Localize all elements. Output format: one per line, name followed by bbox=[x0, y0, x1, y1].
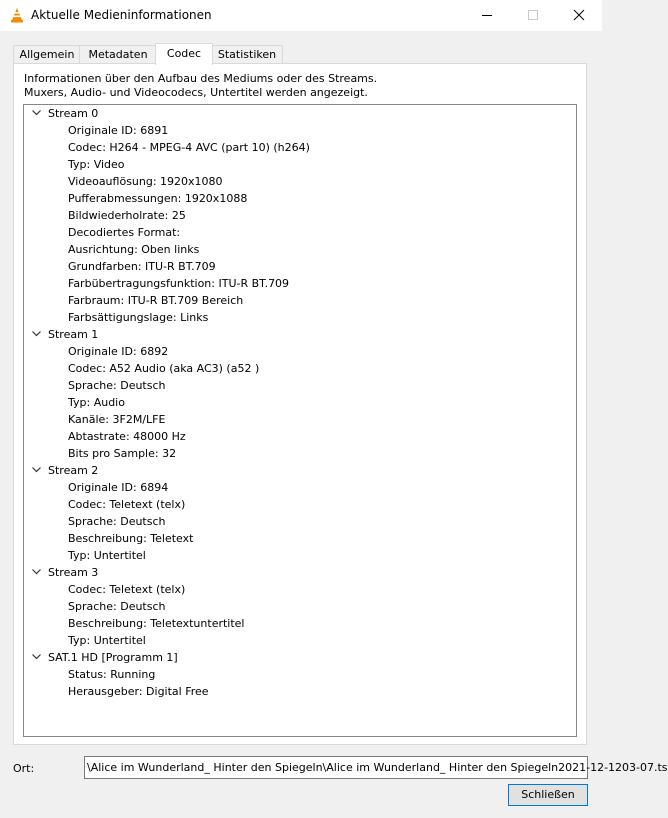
tree-property-item[interactable]: Status: Running bbox=[68, 668, 156, 681]
chevron-down-icon[interactable] bbox=[32, 569, 41, 575]
chevron-down-icon[interactable] bbox=[32, 654, 41, 660]
title-bar bbox=[0, 0, 602, 31]
codec-tree-view[interactable] bbox=[23, 104, 577, 737]
tree-property-item[interactable]: Herausgeber: Digital Free bbox=[68, 685, 209, 698]
maximize-icon bbox=[528, 10, 538, 20]
tab-statistiken[interactable]: Statistiken bbox=[211, 45, 283, 64]
minimize-button[interactable] bbox=[464, 0, 510, 31]
tree-property-item[interactable]: Codec: Teletext (telx) bbox=[68, 583, 186, 596]
tree-property-item[interactable]: Bildwiederholrate: 25 bbox=[68, 209, 186, 222]
window-title: Aktuelle Medieninformationen bbox=[31, 8, 212, 22]
tree-property-item[interactable]: Abtastrate: 48000 Hz bbox=[68, 430, 186, 443]
tab-codec[interactable]: Codec bbox=[155, 43, 213, 65]
tree-property-item[interactable]: Ausrichtung: Oben links bbox=[68, 243, 200, 256]
tab-allgemein[interactable]: Allgemein bbox=[13, 45, 81, 64]
chevron-down-icon[interactable] bbox=[32, 331, 41, 337]
tree-property-item[interactable]: Videoauflösung: 1920x1080 bbox=[68, 175, 223, 188]
tree-property-item[interactable]: Farbraum: ITU-R BT.709 Bereich bbox=[68, 294, 244, 307]
chevron-down-icon[interactable] bbox=[32, 110, 41, 116]
tree-stream-item[interactable] bbox=[24, 564, 576, 581]
tree-property-item[interactable]: Decodiertes Format: bbox=[68, 226, 181, 239]
tree-stream-item[interactable] bbox=[24, 649, 576, 666]
tree-property-item[interactable]: Farbsättigungslage: Links bbox=[68, 311, 209, 324]
close-button-label: Schließen bbox=[521, 788, 575, 801]
tree-property-item[interactable]: Pufferabmessungen: 1920x1088 bbox=[68, 192, 248, 205]
tree-property-item[interactable]: Sprache: Deutsch bbox=[68, 379, 166, 392]
tree-property-item[interactable]: Beschreibung: Teletext bbox=[68, 532, 194, 545]
tree-stream-item[interactable] bbox=[24, 105, 576, 122]
location-label: Ort: bbox=[13, 762, 35, 775]
tree-property-item[interactable]: Codec: Teletext (telx) bbox=[68, 498, 186, 511]
tree-property-item[interactable]: Bits pro Sample: 32 bbox=[68, 447, 177, 460]
tab-metadaten[interactable]: Metadaten bbox=[79, 45, 157, 64]
tree-property-item[interactable]: Originale ID: 6891 bbox=[68, 124, 169, 137]
tree-property-item[interactable]: Grundfarben: ITU-R BT.709 bbox=[68, 260, 216, 273]
tree-property-item[interactable]: Typ: Audio bbox=[68, 396, 125, 409]
codec-panel bbox=[13, 63, 587, 745]
tree-property-item[interactable]: Codec: H264 - MPEG-4 AVC (part 10) (h264) bbox=[68, 141, 310, 154]
tree-property-item[interactable]: Typ: Video bbox=[68, 158, 125, 171]
chevron-down-icon[interactable] bbox=[32, 467, 41, 473]
tree-stream-item[interactable] bbox=[24, 462, 576, 479]
minimize-icon bbox=[482, 10, 492, 20]
tree-stream-label: Stream 2 bbox=[48, 464, 99, 477]
tree-property-item[interactable]: Beschreibung: Teletextuntertitel bbox=[68, 617, 245, 630]
tree-stream-label: Stream 0 bbox=[48, 107, 99, 120]
tree-property-item[interactable]: Typ: Untertitel bbox=[68, 634, 146, 647]
tree-property-item[interactable]: Originale ID: 6892 bbox=[68, 345, 169, 358]
tree-property-item[interactable]: Sprache: Deutsch bbox=[68, 515, 166, 528]
close-icon bbox=[574, 10, 584, 20]
vlc-cone-icon bbox=[9, 7, 25, 23]
tree-property-item[interactable]: Farbübertragungsfunktion: ITU-R BT.709 bbox=[68, 277, 290, 290]
tree-property-item[interactable]: Kanäle: 3F2M/LFE bbox=[68, 413, 166, 426]
tree-property-item[interactable]: Originale ID: 6894 bbox=[68, 481, 169, 494]
codec-description: Informationen über den Aufbau des Mediums oder des Streams. Muxers, Audio- und Videocodecs, Untertitel werden angezeigt. bbox=[24, 72, 378, 99]
close-button[interactable] bbox=[508, 784, 588, 806]
tree-property-item[interactable]: Codec: A52 Audio (aka AC3) (a52 ) bbox=[68, 362, 260, 375]
close-window-button[interactable] bbox=[556, 0, 602, 31]
tree-stream-label: Stream 1 bbox=[48, 328, 99, 341]
tree-stream-label: SAT.1 HD [Programm 1] bbox=[48, 651, 178, 664]
tree-stream-item[interactable] bbox=[24, 326, 576, 343]
maximize-button[interactable] bbox=[510, 0, 556, 31]
tree-property-item[interactable]: Sprache: Deutsch bbox=[68, 600, 166, 613]
location-field[interactable]: \Alice im Wunderland_ Hinter den Spiegeln\Alice im Wunderland_ Hinter den Spiegeln2021-12-1203-07.ts bbox=[84, 756, 588, 779]
tree-property-item[interactable]: Typ: Untertitel bbox=[68, 549, 146, 562]
tree-stream-label: Stream 3 bbox=[48, 566, 99, 579]
